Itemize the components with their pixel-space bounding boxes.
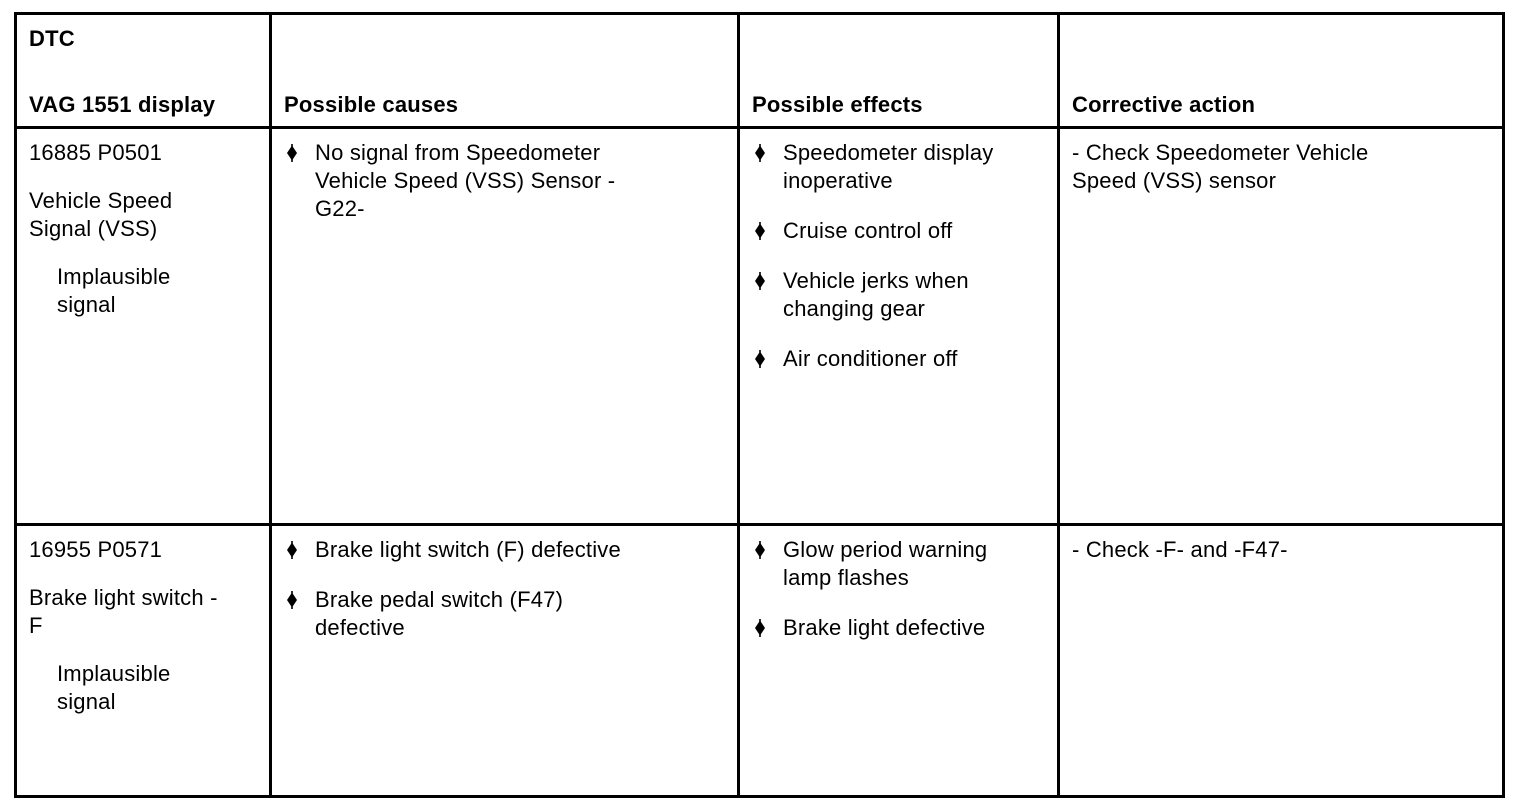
cause-text: No signal from Speedometer Vehicle Speed (VSS) Sensor - G22- bbox=[315, 140, 616, 221]
dtc-condition: Implausible signal bbox=[57, 661, 171, 714]
dtc-cell bbox=[16, 128, 271, 525]
diamond-bullet-icon bbox=[754, 350, 766, 368]
dtc-title: Vehicle Speed Signal (VSS) bbox=[29, 188, 173, 241]
effects-cell bbox=[739, 128, 1059, 525]
header-cell-possible-causes bbox=[271, 14, 739, 128]
dtc-table bbox=[14, 12, 1505, 798]
diamond-bullet-icon bbox=[754, 222, 766, 240]
header-possible-causes-label: Possible causes bbox=[284, 92, 459, 117]
effect-item bbox=[752, 614, 1045, 642]
table-row bbox=[16, 525, 1504, 797]
effect-text: Air conditioner off bbox=[783, 346, 958, 371]
effects-cell bbox=[739, 525, 1059, 797]
effect-item bbox=[752, 139, 1045, 195]
diamond-bullet-icon bbox=[286, 144, 298, 162]
effect-text: Glow period warning lamp flashes bbox=[783, 537, 988, 590]
cause-item bbox=[284, 139, 725, 223]
causes-cell bbox=[271, 128, 739, 525]
effect-item bbox=[752, 345, 1045, 373]
effect-item bbox=[752, 217, 1045, 245]
header-dtc-label: DTC bbox=[29, 26, 75, 51]
cause-text: Brake light switch (F) defective bbox=[315, 537, 621, 562]
corrective-action-cell bbox=[1059, 525, 1504, 797]
effect-text: Speedometer display inoperative bbox=[783, 140, 994, 193]
diamond-bullet-icon bbox=[286, 541, 298, 559]
diamond-bullet-icon bbox=[754, 272, 766, 290]
header-cell-possible-effects bbox=[739, 14, 1059, 128]
header-possible-effects-label: Possible effects bbox=[752, 92, 923, 117]
header-cell-dtc bbox=[16, 14, 271, 128]
cause-item bbox=[284, 586, 725, 642]
cause-text: Brake pedal switch (F47) defective bbox=[315, 587, 564, 640]
table-row bbox=[16, 128, 1504, 525]
header-cell-corrective-action bbox=[1059, 14, 1504, 128]
diamond-bullet-icon bbox=[754, 541, 766, 559]
corrective-action-cell bbox=[1059, 128, 1504, 525]
causes-cell bbox=[271, 525, 739, 797]
dtc-condition: Implausible signal bbox=[57, 264, 171, 317]
corrective-action-text: - Check Speedometer Vehicle Speed (VSS) sensor bbox=[1072, 140, 1369, 193]
effect-item bbox=[752, 536, 1045, 592]
dtc-title: Brake light switch - F bbox=[29, 585, 218, 638]
dtc-code: 16885 P0501 bbox=[29, 140, 163, 165]
dtc-code: 16955 P0571 bbox=[29, 537, 163, 562]
diamond-bullet-icon bbox=[754, 619, 766, 637]
diamond-bullet-icon bbox=[754, 144, 766, 162]
header-corrective-action-label: Corrective action bbox=[1072, 92, 1256, 117]
header-vag-display-label: VAG 1551 display bbox=[29, 92, 216, 117]
diamond-bullet-icon bbox=[286, 591, 298, 609]
effect-text: Cruise control off bbox=[783, 218, 953, 243]
effect-item bbox=[752, 267, 1045, 323]
table-header-row bbox=[16, 14, 1504, 128]
dtc-cell bbox=[16, 525, 271, 797]
cause-item bbox=[284, 536, 725, 564]
corrective-action-text: - Check -F- and -F47- bbox=[1072, 537, 1288, 562]
effect-text: Brake light defective bbox=[783, 615, 986, 640]
effect-text: Vehicle jerks when changing gear bbox=[783, 268, 969, 321]
